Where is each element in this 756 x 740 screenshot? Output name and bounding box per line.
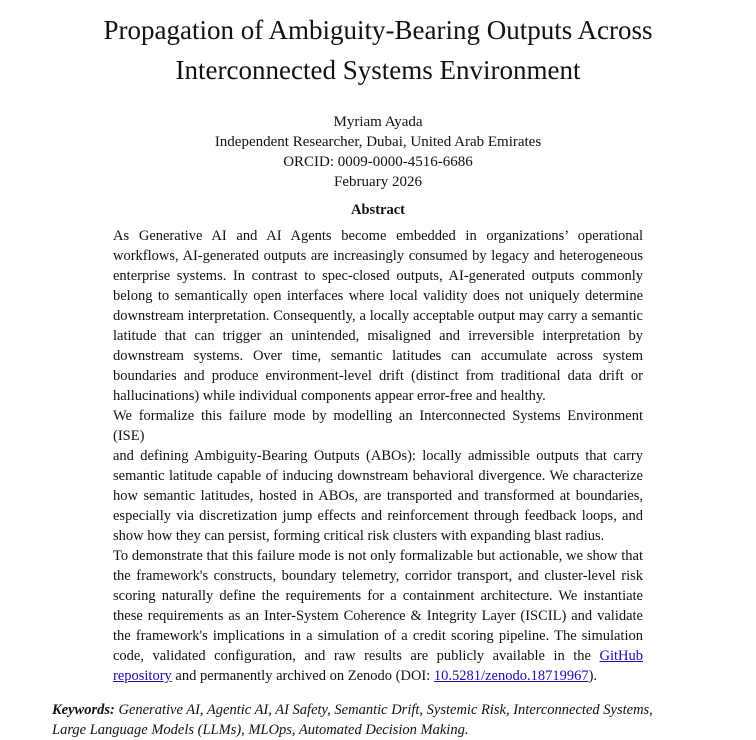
abstract-line: boundaries and produce environment-level drift (distinct from traditional data drift or [113, 368, 643, 384]
abstract-heading: Abstract [351, 202, 405, 218]
abstract-line: downstream systems. Over time, semantic latitudes can accumulate across system [113, 348, 643, 364]
orcid: ORCID: 0009-0000-4516-6686 [283, 154, 473, 170]
abstract-line: especially via discretization jump effects and reinforcement through feedback loops, and [113, 508, 643, 524]
abstract-paragraph-1 [113, 226, 643, 406]
abstract-line: enterprise systems. In contrast to spec-closed outputs, AI-generated outputs commonly [113, 268, 643, 284]
abstract-line: code, validated configuration, and raw results are publicly available in the GitHub [113, 648, 644, 664]
abstract-line: and defining Ambiguity-Bearing Outputs (ABOs): locally admissible outputs that carry [113, 448, 643, 464]
abstract-line: latitude that can trigger an unintended, misaligned and irreversible interpretation by [113, 328, 643, 344]
keywords [52, 700, 702, 740]
abstract-line: semantic latitude capable of inducing downstream behavioral divergence. We characterize [113, 468, 643, 484]
abstract-line: these requirements as an Inter-System Coherence & Integrity Layer (ISCIL) and validate [113, 608, 643, 624]
author-block [0, 112, 756, 192]
abstract-line: show how they can persist, forming critical risk clusters with expanding blast radius. [113, 528, 605, 544]
abstract-line: repository and permanently archived on Zenodo (DOI: 10.5281/zenodo.18719967). [113, 668, 598, 684]
affiliation: Independent Researcher, Dubai, United Arab Emirates [214, 134, 542, 150]
keywords-text: Large Language Models (LLMs), MLOps, Automated Decision Making. [52, 722, 469, 738]
keywords-label: Keywords: [52, 702, 115, 718]
abstract-paragraph-2 [113, 406, 643, 546]
abstract-line: To demonstrate that this failure mode is not only formalizable but actionable, we show that [113, 548, 643, 564]
github-repository-link[interactable]: repository [113, 668, 172, 684]
abstract-line: As Generative AI and AI Agents become embedded in organizations’ operational [113, 228, 643, 244]
title-line: Interconnected Systems Environment [175, 55, 581, 85]
abstract-body [113, 226, 643, 686]
title-line: Propagation of Ambiguity-Bearing Outputs Across [103, 15, 653, 45]
zenodo-doi-link[interactable]: 10.5281/zenodo.18719967 [433, 668, 589, 684]
abstract-line: the framework's constructs, boundary telemetry, corridor transport, and cluster-level risk [113, 568, 643, 584]
date: February 2026 [334, 174, 422, 190]
abstract-paragraph-3 [113, 546, 643, 646]
abstract-line: the framework's implications in a simulation of a credit scoring pipeline. The simulation [113, 628, 643, 644]
abstract-line: how semantic latitudes, hosted in ABOs, are transported and transformed at boundaries, [113, 488, 643, 504]
abstract-line: downstream interpretation. Consequently, a locally acceptable output may carry a semantic [113, 308, 643, 324]
paper-title [0, 10, 756, 90]
author-name: Myriam Ayada [333, 114, 423, 130]
abstract-line: hallucinations) while individual components appear error-free and healthy. [113, 388, 546, 404]
abstract-line: belong to semantically open interfaces where local validity does not uniquely determine [113, 288, 643, 304]
abstract-line: scoring naturally define the requirements for a containment architecture. We instantiate [113, 588, 643, 604]
keywords-text: Generative AI, Agentic AI, AI Safety, Semantic Drift, Systemic Risk, Interconnected Systems, [114, 702, 653, 718]
github-link[interactable]: GitHub [599, 648, 644, 664]
abstract-line: workflows, AI-generated outputs are increasingly consumed by legacy and heterogeneous [113, 248, 643, 264]
abstract-line: We formalize this failure mode by modelling an Interconnected Systems Environment (ISE) [113, 408, 643, 444]
